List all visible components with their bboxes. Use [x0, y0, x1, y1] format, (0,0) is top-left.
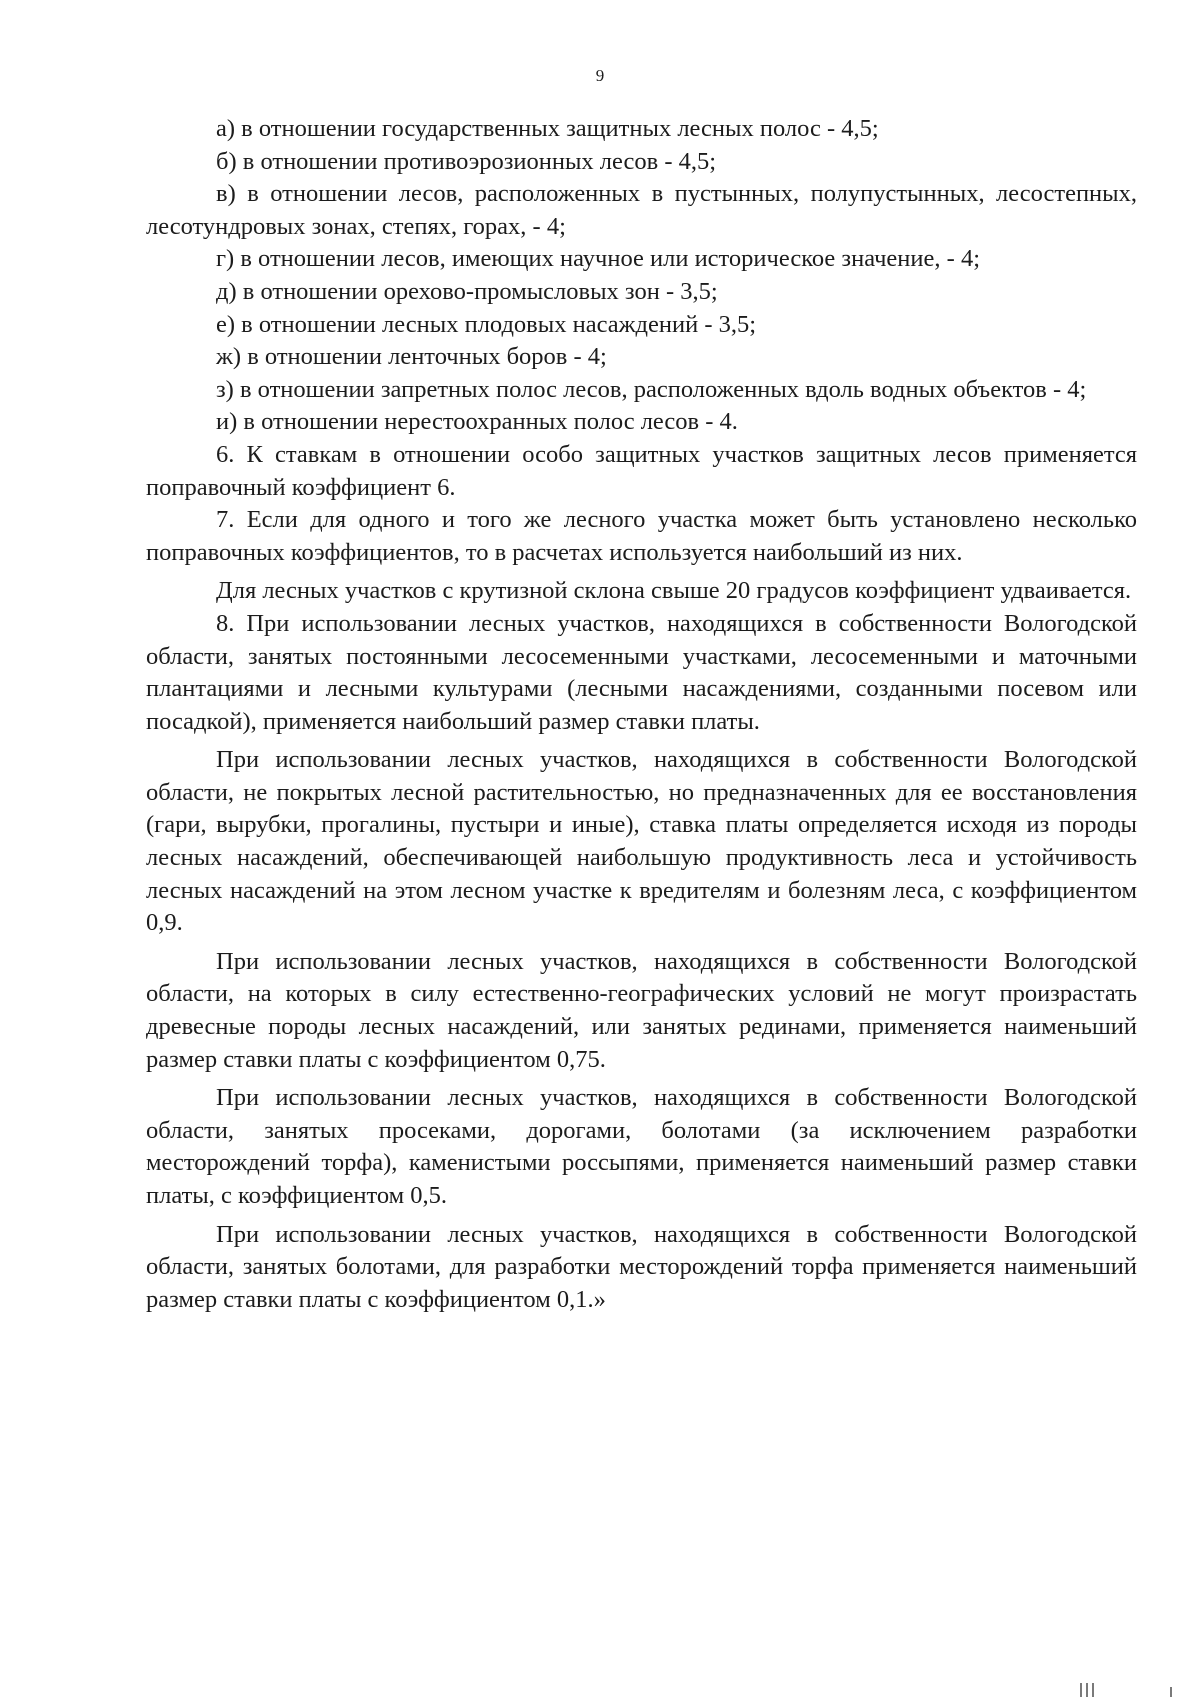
list-item-v: в) в отношении лесов, расположенных в пустынных, полупустынных, лесостепных, лесотундровых зонах, степях, горах, - 4; [146, 180, 1137, 240]
list-item-e: е) в отношении лесных плодовых насаждений - 3,5; [216, 310, 757, 338]
list-item-z: з) в отношении запретных полос лесов, расположенных вдоль водных объектов - 4; [216, 375, 1087, 403]
scan-artifact-mark [1080, 1683, 1082, 1697]
scan-artifact-mark [1170, 1687, 1172, 1697]
list-item-i: и) в отношении нерестоохранных полос лесов - 4. [216, 408, 738, 436]
paragraph-peat: При использовании лесных участков, находящихся в собственности Вологодской области, занятых болотами, для разработки месторождений торфа применяется наименьший размер ставки платы с коэффициентом 0,1.» [146, 1220, 1137, 1313]
paragraph-clearings: При использовании лесных участков, находящихся в собственности Вологодской области, занятых просеками, дорогами, болотами (за исключением разработки месторождений торфа), каменистыми россыпями, применяется наименьший размер ставки платы, с коэффициентом 0,5. [146, 1084, 1137, 1209]
paragraph-unforested: При использовании лесных участков, находящихся в собственности Вологодской области, не покрытых лесной растительностью, но предназначенных для ее восстановления (гари, вырубки, прогалины, пустыри и иные), ставка платы определяется исходя из породы лесных насаждений, обеспечивающей наибольшую продуктивность леса и устойчивость лесных насаждений на этом лесном участке к вредителям и болезням леса, с коэффициентом 0,9. [146, 746, 1137, 937]
document-body [146, 113, 1137, 1316]
list-item-a: а) в отношении государственных защитных лесных полос - 4,5; [216, 115, 879, 142]
page-number: 9 [595, 66, 605, 85]
paragraph-7: 7. Если для одного и того же лесного участка может быть установлено несколько поправочных коэффициентов, то в расчетах используется наибольший из них. [146, 506, 1137, 566]
list-item-g: г) в отношении лесов, имеющих научное или историческое значение, - 4; [216, 245, 980, 273]
list-item-b: б) в отношении противоэрозионных лесов - 4,5; [216, 147, 717, 175]
scan-artifact-mark [1092, 1683, 1094, 1697]
paragraph-6: 6. К ставкам в отношении особо защитных участков защитных лесов применяется поправочный коэффициент 6. [146, 440, 1137, 501]
paragraph-slope: Для лесных участков с крутизной склона свыше 20 градусов коэффициент удваивается. [216, 577, 1132, 605]
scan-artifact-mark [1086, 1683, 1088, 1697]
list-item-zh: ж) в отношении ленточных боров - 4; [216, 343, 607, 371]
list-item-d: д) в отношении орехово-промысловых зон - 3,5; [216, 277, 718, 305]
paragraph-8: 8. При использовании лесных участков, находящихся в собственности Вологодской области, занятых постоянными лесосеменными участками, лесосеменными и маточными плантациями и лесными культурами (лесными насаждениями, созданными посевом или посадкой), применяется наибольший размер ставки платы. [146, 609, 1137, 735]
paragraph-sparse-stands: При использовании лесных участков, находящихся в собственности Вологодской области, на которых в силу естественно-географических условий не могут произрастать древесные породы лесных насаждений, или занятых рединами, применяется наименьший размер ставки платы с коэффициентом 0,75. [146, 947, 1137, 1073]
